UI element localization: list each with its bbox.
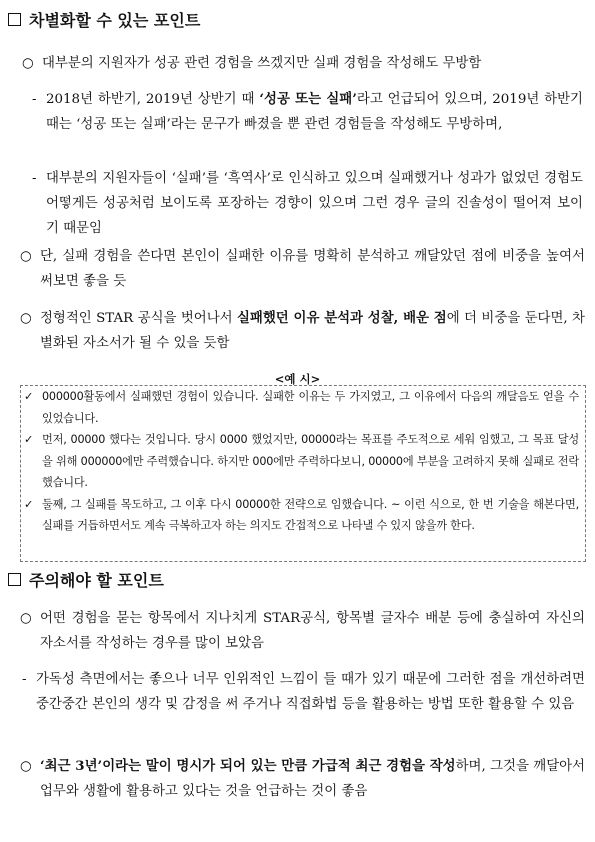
check-icon: ✓ (24, 433, 34, 446)
section-heading-differentiation (8, 8, 200, 31)
dash-item (32, 166, 583, 241)
dash-text: 가독성 측면에서는 좋으나 너무 인위적인 느낌이 들 때가 있기 때문에 그러한 점을 개선하려면 중간중간 본인의 생각 및 감정을 써 주거나 직접화법 등을 활용하는 방법 또한 활용할 수 있음 (36, 672, 585, 712)
bullet-text: 어떤 경험을 묻는 항목에서 지나치게 STAR공식, 항목별 글자수 배분 등에 충실하여 자신의 자소서를 작성하는 경우를 많이 보았음 (40, 611, 585, 651)
circle-bullet-icon: ○ (22, 56, 34, 71)
example-item (21, 429, 585, 494)
dash-bullet-icon: - (32, 92, 37, 107)
example-text: 먼저, 00000 했다는 것입니다. 당시 0000 했었지만, 00000라는 목표를 주도적으로 세워 임했고, 그 목표 달성을 위해 000000에만 주력했습니다. 하지만 000에만 주력하다보니, 00000에 부분을 고려하지 못해 실패로 전락했습니다. (42, 433, 579, 489)
check-icon: ✓ (24, 497, 34, 511)
bullet-item (20, 306, 585, 356)
example-item (21, 494, 585, 537)
dash-item (22, 667, 585, 717)
circle-bullet-icon: ○ (20, 759, 32, 774)
bullet-text-bold: ‘최근 3년’이라는 말이 명시가 되어 있는 만큼 가급적 최근 경험을 작성 (40, 758, 456, 774)
example-item (21, 386, 585, 429)
check-icon: ✓ (24, 390, 34, 403)
dash-text-bold: ‘성공 또는 실패’ (259, 91, 357, 107)
bullet-text-bold: 실패했던 이유 분석과 성찰, 배운 점 (236, 310, 447, 326)
bullet-item (20, 606, 585, 656)
circle-bullet-icon: ○ (20, 311, 32, 326)
circle-bullet-icon: ○ (20, 249, 32, 264)
section-heading-caution (8, 568, 164, 591)
checkbox-square-icon (8, 13, 21, 26)
bullet-text-pre: 정형적인 STAR 공식을 벗어나서 (40, 311, 237, 326)
bullet-text: 단, 실패 경험을 쓴다면 본인이 실패한 이유를 명확히 분석하고 깨달았던 점에 비중을 높여서 써보면 좋을 듯 (40, 249, 585, 289)
example-title: <예 시> (274, 372, 321, 386)
circle-bullet-icon: ○ (20, 611, 32, 626)
checkbox-square-icon (8, 573, 21, 586)
bullet-text-post: 에 더 비중을 둔다면, 차별화된 자소서가 될 수 있을 듯함 (40, 311, 585, 351)
bullet-text-post: 하며, 그것을 깨달아서 업무와 생활에 활용하고 있다는 것을 언급하는 것이 좋음 (40, 759, 585, 799)
bullet-item (20, 244, 585, 294)
section-title: 차별화할 수 있는 포인트 (29, 11, 201, 30)
dash-bullet-icon: - (22, 672, 27, 687)
dash-text-post: 라고 언급되어 있으며, 2019년 하반기 때는 ‘성공 또는 실패’라는 문구가 빠졌을 뿐 관련 경험들을 작성해도 무방하며, (46, 92, 583, 132)
dash-text: 대부분의 지원자들이 ‘실패’를 ‘흑역사’로 인식하고 있으며 실패했거나 성과가 없었던 경험도 어떻게든 성공처럼 보이도록 포장하는 경향이 있으며 그런 경우 글의 진솔성이 떨어져 보이기 때문임 (46, 171, 583, 236)
dash-text-pre: 2018년 하반기, 2019년 상반기 때 (46, 92, 260, 107)
section-title: 주의해야 할 포인트 (29, 571, 164, 590)
dash-bullet-icon: - (32, 171, 37, 186)
bullet-item (20, 754, 585, 804)
bullet-item (22, 51, 582, 76)
example-box (20, 385, 586, 562)
example-text: 둘째, 그 실패를 목도하고, 그 이후 다시 00000한 전략으로 임했습니다. ~ 이런 식으로, 한 번 기술을 해본다면, 실패를 거듭하면서도 계속 극복하고자 하는 의지도 간접적으로 나타낼 수 있지 않을까 한다. (42, 497, 579, 532)
dash-item (32, 87, 583, 137)
example-text: 000000활동에서 실패했던 경험이 있습니다. 실패한 이유는 두 가지였고, 그 이유에서 다음의 깨달음도 얻을 수 있었습니다. (42, 390, 579, 425)
bullet-text: 대부분의 지원자가 성공 관련 경험을 쓰겠지만 실패 경험을 작성해도 무방함 (42, 56, 482, 71)
